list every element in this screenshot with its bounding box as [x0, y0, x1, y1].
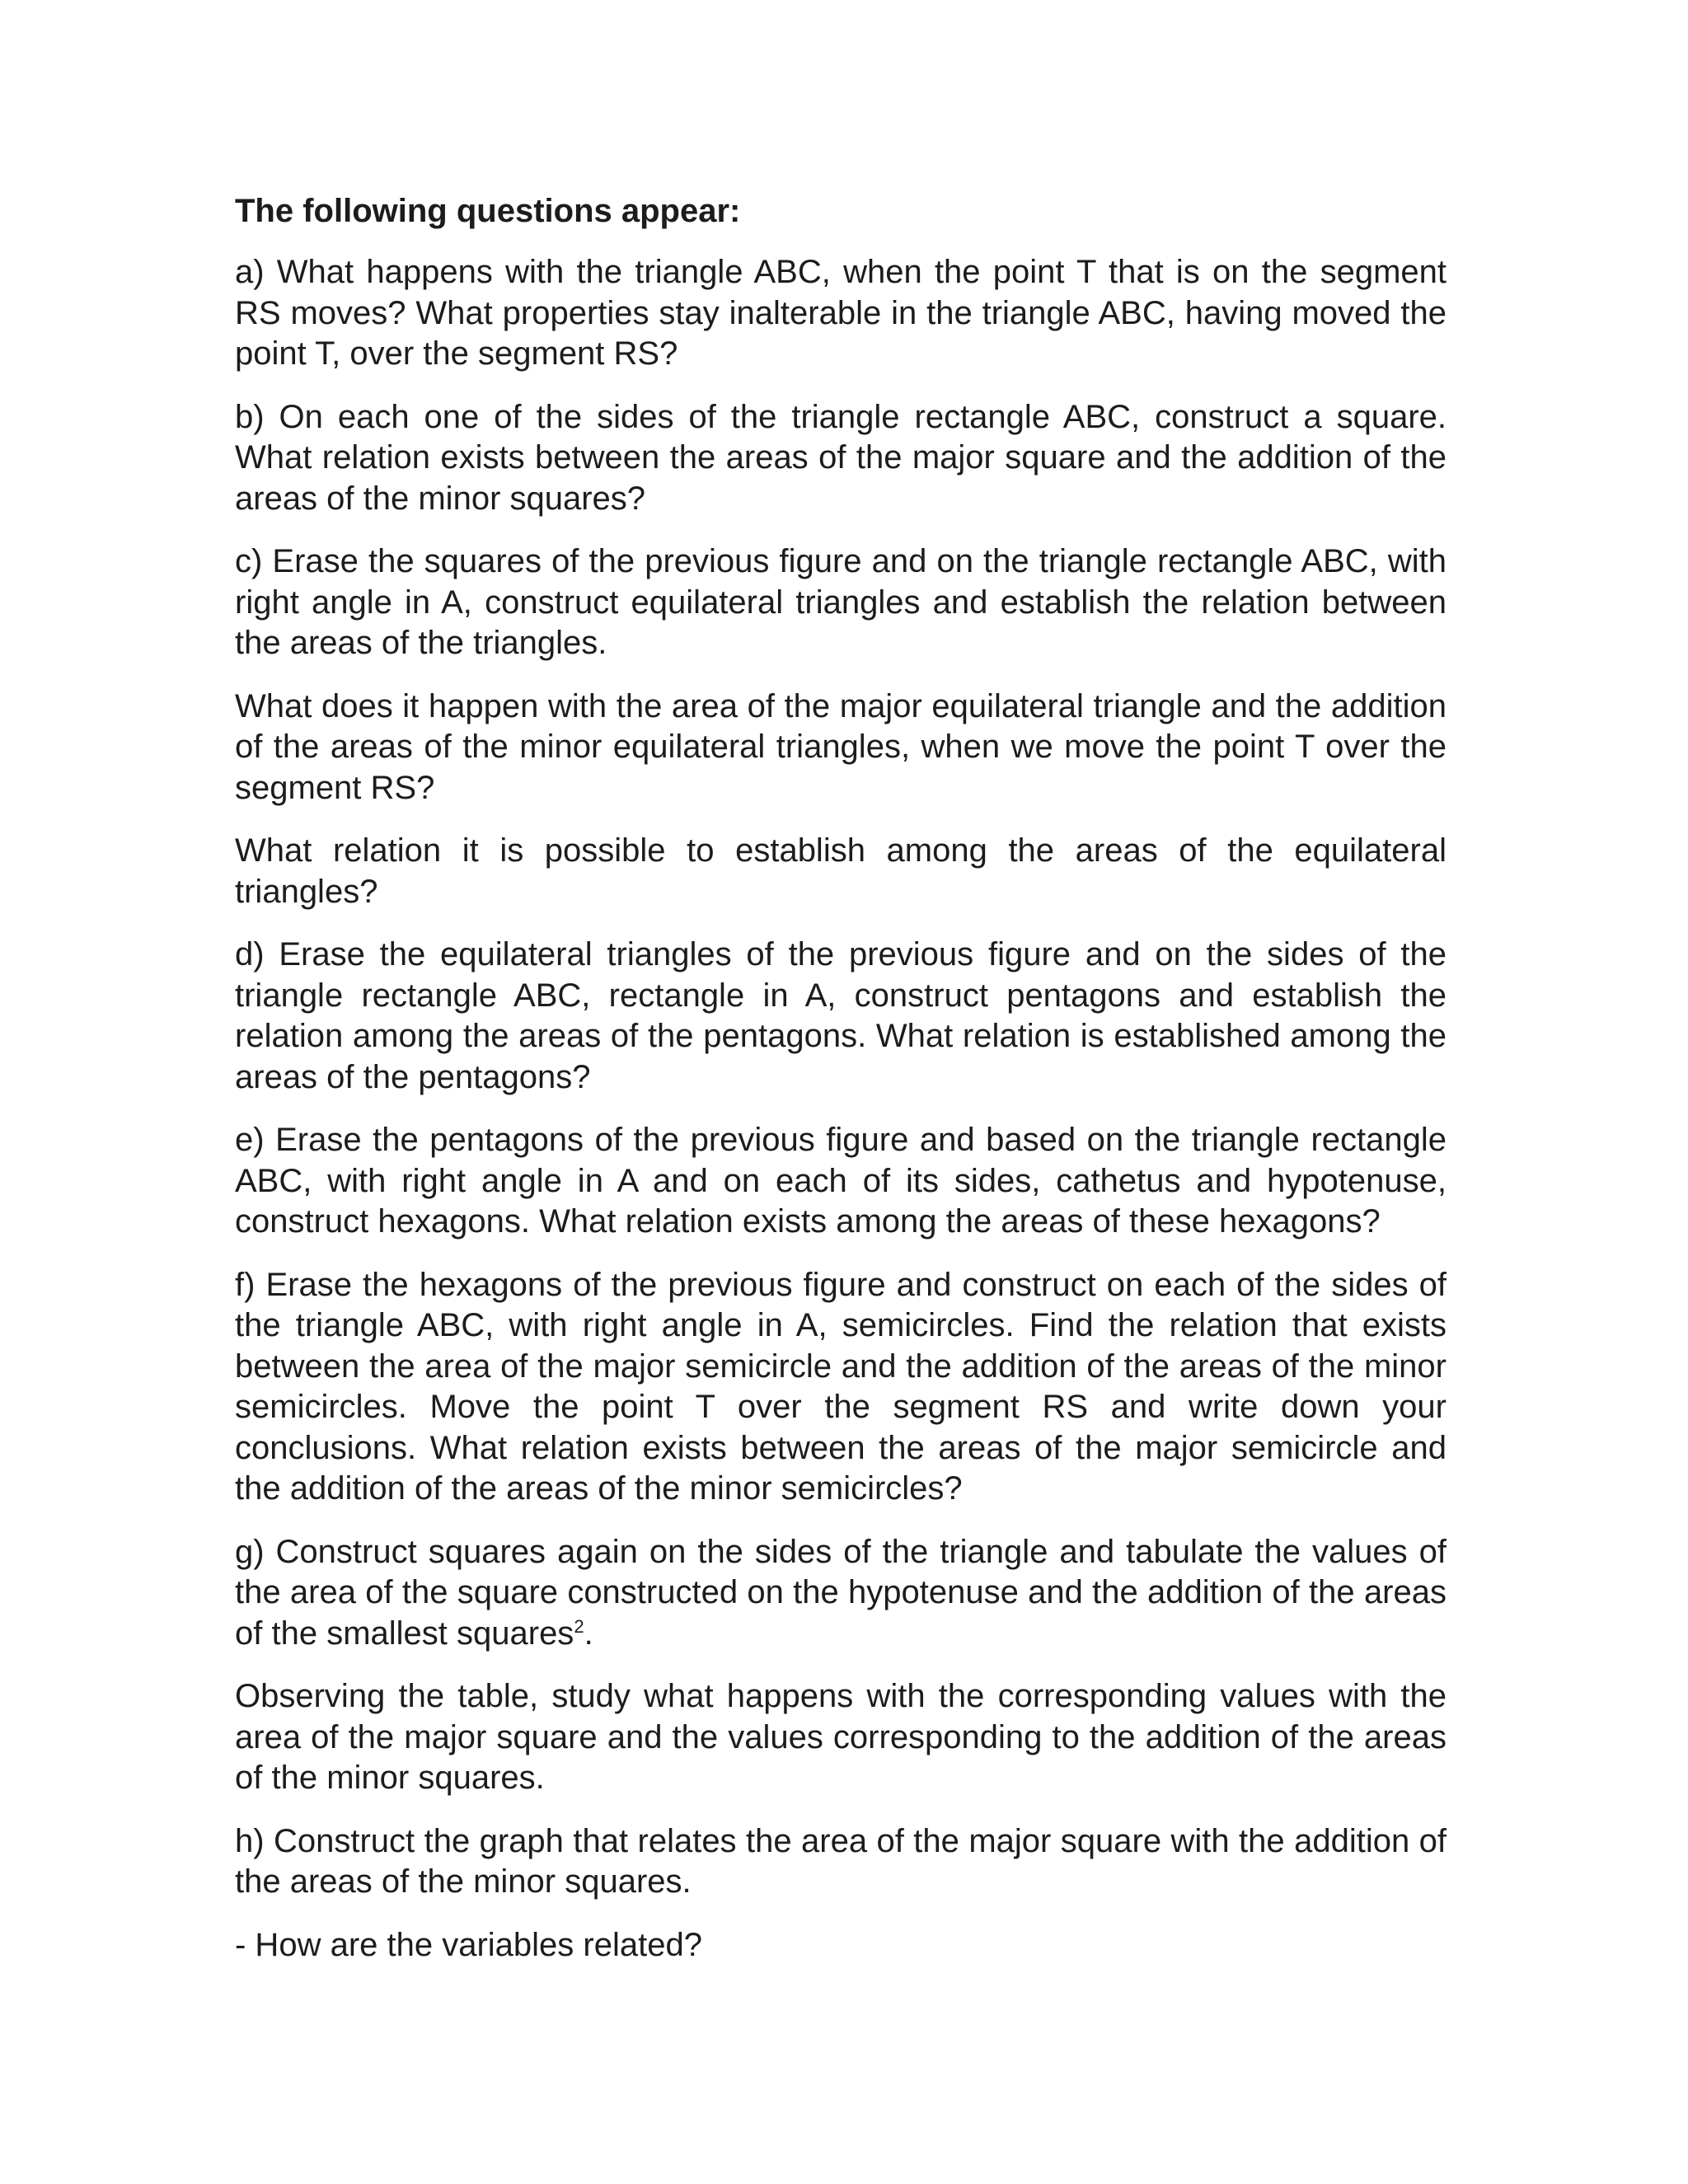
- footnote-marker: 2: [574, 1615, 584, 1637]
- question-e: e) Erase the pentagons of the previous figure and based on the triangle rectangle ABC, with right angle in A and on each of its sides, cathetus and hypotenuse, construct hexagons. What relation exists among the areas of these hexagons?: [235, 1122, 1447, 1240]
- question-g-followup: Observing the table, study what happens with the corresponding values with the area of the major square and the values corresponding to the addition of the areas of the minor squares.: [235, 1678, 1447, 1796]
- question-h: h) Construct the graph that relates the area of the major square with the addition of the areas of the minor squares.: [235, 1822, 1447, 1900]
- question-c-followup-2: What relation it is possible to establish among the areas of the equilateral triangles?: [235, 832, 1447, 910]
- question-b: b) On each one of the sides of the triangle rectangle ABC, construct a square. What relation exists between the areas of the major square and the addition of the areas of the minor squares?: [235, 398, 1447, 517]
- section-heading: The following questions appear:: [235, 193, 741, 229]
- question-g: [235, 1532, 1447, 1655]
- question-g-text: g) Construct squares again on the sides of the triangle and tabulate the values of the area of the square constructed on the hypotenuse and the addition of the areas of the smallest squares: [235, 1533, 1447, 1652]
- document-body: [235, 191, 1447, 1988]
- question-a: a) What happens with the triangle ABC, when the point T that is on the segment RS moves? What properties stay inalterable in the triangle ABC, having moved the point T, over the segment RS?: [235, 254, 1447, 372]
- question-g-period: .: [584, 1615, 593, 1652]
- question-d: d) Erase the equilateral triangles of the previous figure and on the sides of the triangle rectangle ABC, rectangle in A, construct pentagons and establish the relation among the areas of the pentagons. What relation is established among the areas of the pentagons?: [235, 936, 1447, 1095]
- question-h-followup: - How are the variables related?: [235, 1926, 702, 1963]
- question-c: c) Erase the squares of the previous figure and on the triangle rectangle ABC, with right angle in A, construct equilateral triangles and establish the relation between the areas of the triangles.: [235, 543, 1447, 661]
- question-f: f) Erase the hexagons of the previous figure and construct on each of the sides of the triangle ABC, with right angle in A, semicircles. Find the relation that exists between the area of the major semicircle and the addition of the areas of the minor semicircles. Move the point T over the segment RS and write down your conclusions. What relation exists between the areas of the major semicircle and the addition of the areas of the minor semicircles?: [235, 1266, 1447, 1507]
- question-c-followup-1: What does it happen with the area of the major equilateral triangle and the addition of the areas of the minor equilateral triangles, when we move the point T over the segment RS?: [235, 687, 1447, 806]
